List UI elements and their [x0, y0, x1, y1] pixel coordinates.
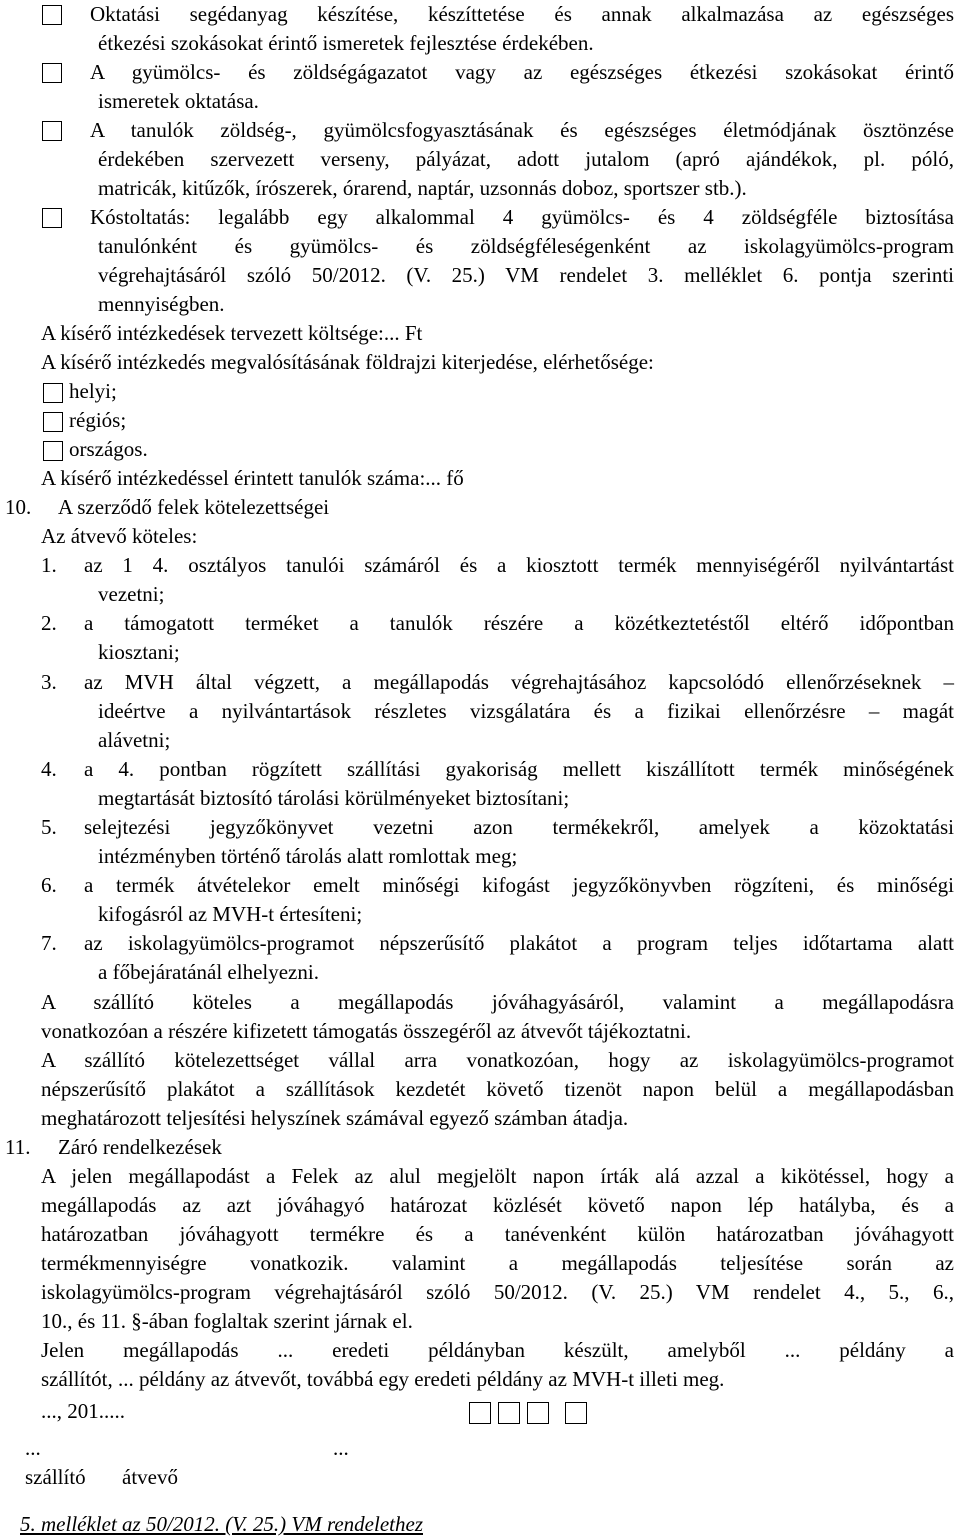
checkbox-3-line-1: A tanulók zöldség-, gyümölcsfogyasztásának és egészséges életmódjának ösztönzése — [90, 118, 954, 142]
section-11-para1-line-5: iskolagyümölcs-program végrehajtásáról szóló 50/2012. (V. 25.) VM rendelet 4., 5., 6., — [41, 1280, 954, 1304]
item-7-line-1: az iskolagyümölcs-programot népszerűsítő plakátot a program teljes időtartama alatt — [84, 931, 954, 955]
section-11-para1-line-2: megállapodás az azt jóváhagyó határozat közlését követő napon lép hatályba, és a — [41, 1193, 954, 1217]
checkbox-4-line-3: végrehajtásáról szóló 50/2012. (V. 25.) VM rendelet 3. melléklet 6. pontja szerinti — [98, 263, 954, 287]
item-7-line-2: a főbejáratánál elhelyezni. — [98, 960, 319, 984]
checkbox-1-line-1: Oktatási segédanyag készítése, készíttetése és annak alkalmazása az egészséges — [90, 2, 954, 26]
annex-footer: 5. melléklet az 50/2012. (V. 25.) VM rendelethez — [20, 1512, 423, 1536]
item-7-number: 7. — [41, 931, 57, 955]
checkbox-4-line-1: Kóstoltatás: legalább egy alkalommal 4 gyümölcs- és 4 zöldségféle biztosítása — [90, 205, 954, 229]
item-6-number: 6. — [41, 873, 57, 897]
date-box-3[interactable] — [527, 1402, 549, 1424]
geo-checkbox-local[interactable] — [43, 383, 63, 403]
section-10-para1-line-2: vonatkozóan a részére kifizetett támogatás összegéről az átvevőt tájékoztatni. — [41, 1019, 692, 1043]
item-2-line-1: a támogatott terméket a tanulók részére a közétkeztetéstől eltérő időpontban — [84, 611, 954, 635]
item-5-line-2: intézményben történő tárolás alatt romlottak meg; — [98, 844, 518, 868]
signature-label-supplier: szállító — [25, 1465, 86, 1489]
item-1-line-2: vezetni; — [98, 582, 165, 606]
section-11-para1-line-1: A jelen megállapodást a Felek az alul megjelölt napon írták alá azzal a kikötéssel, hogy a — [41, 1164, 954, 1188]
section-11-para1-line-6: 10., és 11. §-ában foglaltak szerint járnak el. — [41, 1309, 413, 1333]
checkbox-3-line-3: matricák, kitűzők, írószerek, órarend, naptár, uzsonnás doboz, sportszer stb.). — [98, 176, 747, 200]
date-box-1[interactable] — [469, 1402, 491, 1424]
geo-option-national: országos. — [69, 437, 148, 461]
item-1-number: 1. — [41, 553, 57, 577]
item-4-line-2: megtartását biztosító tárolási körülményeket biztosítani; — [98, 786, 570, 810]
checkbox-1-line-2: étkezési szokásokat érintő ismeretek fejlesztése érdekében. — [98, 31, 594, 55]
item-3-line-1: az MVH által végzett, a megállapodás végrehajtásához kapcsolódó ellenőrzéseknek – — [84, 670, 954, 694]
item-1-line-1: az 1 4. osztályos tanulói számáról és a kiosztott termék mennyiségéről nyilvántartást — [84, 553, 954, 577]
date-line: ..., 201..... — [41, 1399, 125, 1423]
section-11-para2-line-2: szállítót, ... példány az átvevőt, továbbá egy eredeti példány az MVH-t illeti meg. — [41, 1367, 725, 1391]
item-3-line-3: alávetni; — [98, 728, 171, 752]
checkbox-3[interactable] — [42, 121, 62, 141]
section-10-para2-line-2: népszerűsítő plakátot a szállítások kezdetét követő tizenöt napon belül a megállapodásban — [41, 1077, 954, 1101]
checkbox-2[interactable] — [42, 63, 62, 83]
section-11-para2-line-1: Jelen megállapodás ... eredeti példányban készült, amelyből ... példány a — [41, 1338, 954, 1362]
date-box-4[interactable] — [565, 1402, 587, 1424]
section-10-title: A szerződő felek kötelezettségei — [58, 495, 330, 519]
students-line: A kísérő intézkedéssel érintett tanulók száma:... fő — [41, 466, 464, 490]
item-3-number: 3. — [41, 670, 57, 694]
section-11-title: Záró rendelkezések — [58, 1135, 222, 1159]
section-10-subtitle: Az átvevő köteles: — [41, 524, 198, 548]
checkbox-2-line-1: A gyümölcs- és zöldségágazatot vagy az egészséges étkezési szokásokat érintő — [90, 60, 954, 84]
geo-checkbox-national[interactable] — [43, 441, 63, 461]
section-11-para1-line-3: határozatban jóváhagyott termékre és a tanévenként külön határozatban jóváhagyott — [41, 1222, 954, 1246]
section-11-para1-line-4: termékmennyiségre vonatkozik. valamint a megállapodás teljesítése során az — [41, 1251, 954, 1275]
item-5-number: 5. — [41, 815, 57, 839]
section-11-number: 11. — [5, 1135, 31, 1159]
item-6-line-1: a termék átvételekor emelt minőségi kifogást jegyzőkönyvben rögzíteni, és minőségi — [84, 873, 954, 897]
section-10-number: 10. — [5, 495, 32, 519]
section-10-para2-line-3: meghatározott teljesítési helyszínek számával egyező számban átadja. — [41, 1106, 629, 1130]
geo-checkbox-regional[interactable] — [43, 412, 63, 432]
signature-dots-right: ... — [333, 1436, 349, 1460]
checkbox-2-line-2: ismeretek oktatása. — [98, 89, 259, 113]
section-10-para1-line-1: A szállító köteles a megállapodás jóváhagyásáról, valamint a megállapodásra — [41, 990, 954, 1014]
checkbox-3-line-2: érdekében szervezett verseny, pályázat, adott jutalom (apró ajándékok, pl. póló, — [98, 147, 954, 171]
checkbox-4[interactable] — [42, 208, 62, 228]
checkbox-4-line-2: tanulónként és gyümölcs- és zöldségféleségenként az iskolagyümölcs-program — [98, 234, 954, 258]
geo-option-regional: régiós; — [69, 408, 127, 432]
date-box-2[interactable] — [498, 1402, 520, 1424]
section-10-para2-line-1: A szállító kötelezettséget vállal arra vonatkozóan, hogy az iskolagyümölcs-programot — [41, 1048, 954, 1072]
geo-line: A kísérő intézkedés megvalósításának földrajzi kiterjedése, elérhetősége: — [41, 350, 654, 374]
item-5-line-1: selejtezési jegyzőkönyvet vezetni azon termékekről, amelyek a közoktatási — [84, 815, 954, 839]
item-2-line-2: kiosztani; — [98, 640, 180, 664]
signature-label-recipient: átvevő — [122, 1465, 178, 1489]
checkbox-1[interactable] — [42, 5, 62, 25]
item-3-line-2: ideértve a nyilvántartások részletes vizsgálatára és a fizikai ellenőrzésre – magát — [98, 699, 954, 723]
cost-line: A kísérő intézkedések tervezett költsége:... Ft — [41, 321, 423, 345]
signature-dots-left: ... — [25, 1436, 41, 1460]
item-4-line-1: a 4. pontban rögzített szállítási gyakoriság mellett kiszállított termék minőségének — [84, 757, 954, 781]
geo-option-local: helyi; — [69, 379, 117, 403]
item-6-line-2: kifogásról az MVH-t értesíteni; — [98, 902, 363, 926]
item-4-number: 4. — [41, 757, 57, 781]
item-2-number: 2. — [41, 611, 57, 635]
checkbox-4-line-4: mennyiségben. — [98, 292, 225, 316]
